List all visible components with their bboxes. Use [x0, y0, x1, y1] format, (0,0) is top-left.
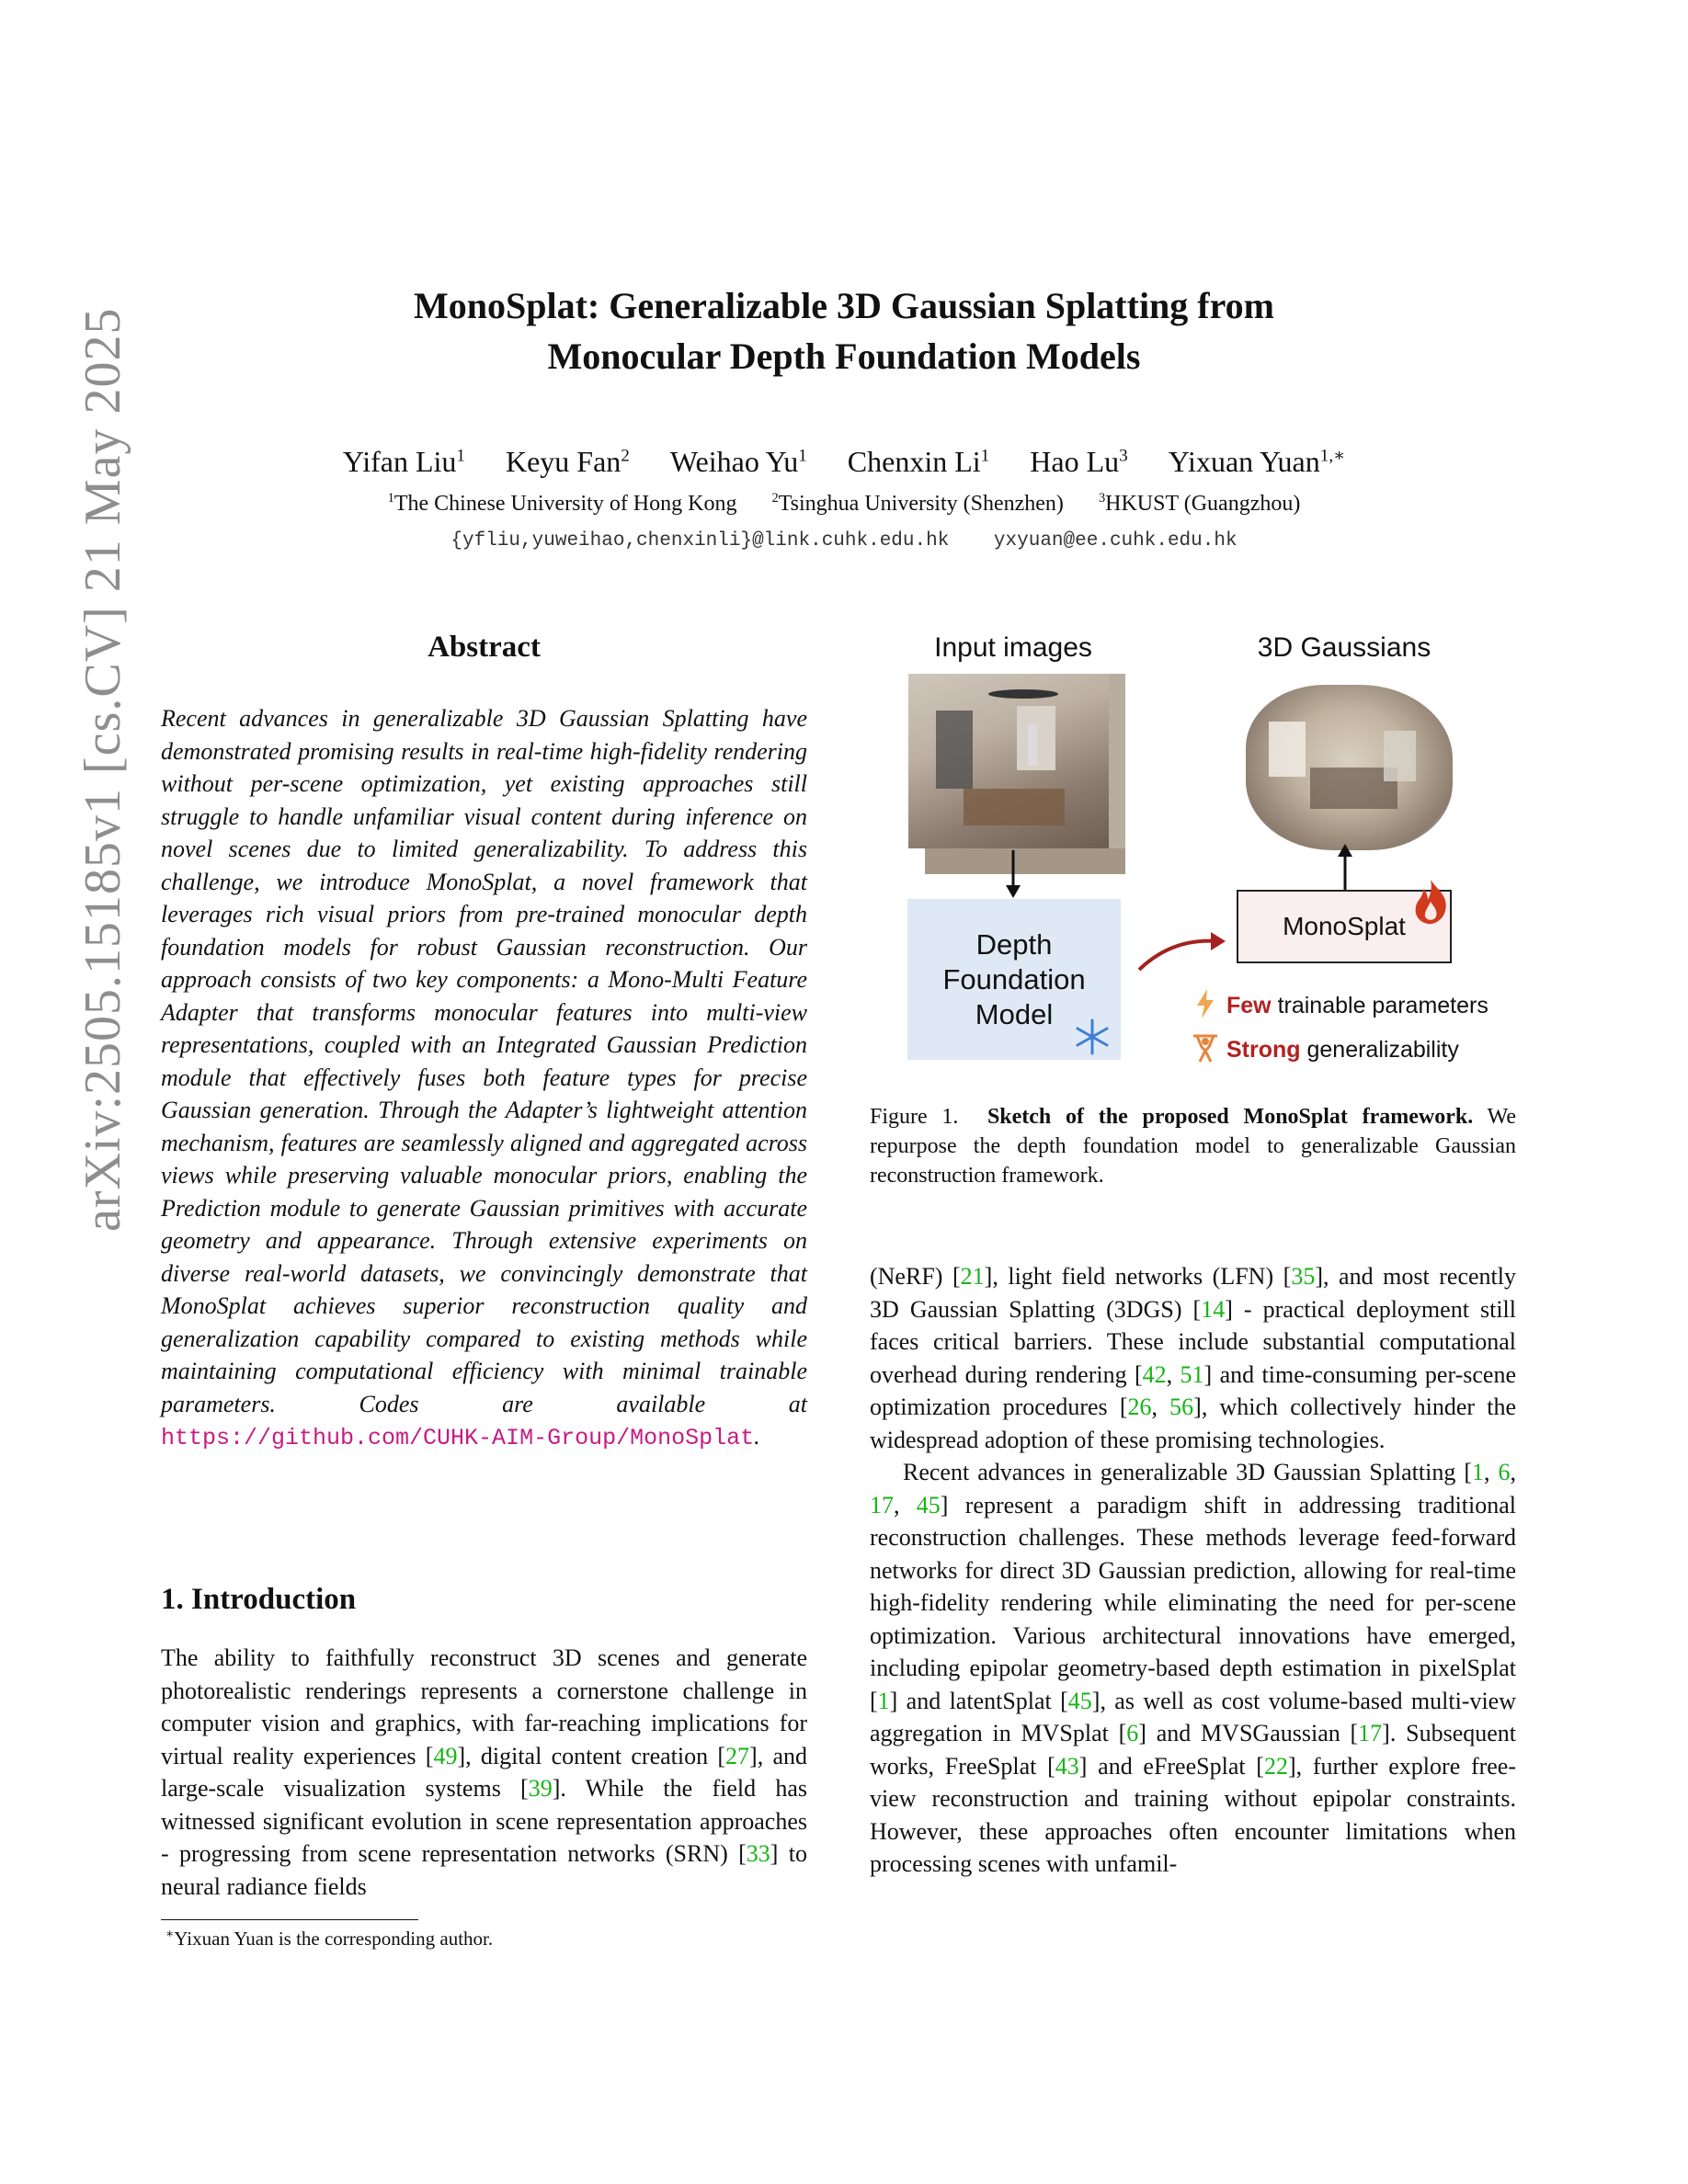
citation-link[interactable]: 45: [1067, 1687, 1092, 1714]
author: [848, 445, 989, 478]
body-text: ,: [1151, 1393, 1170, 1420]
body-paragraph-2: [870, 1456, 1516, 1881]
body-text: Recent advances in generalizable 3D Gaussian Splatting [: [903, 1459, 1472, 1485]
author: [506, 445, 630, 478]
footnote-rule: [161, 1919, 418, 1920]
email-group-1: {yfliu,yuweihao,chenxinli}@link.cuhk.edu.hk: [451, 530, 950, 552]
body-text: ] and time-consuming per-scene optimization procedures [: [870, 1360, 1516, 1420]
affiliation: [1099, 492, 1300, 516]
affiliation-list: [0, 490, 1688, 518]
author-name: Hao Lu: [1030, 445, 1120, 478]
body-text: ,: [1166, 1360, 1180, 1388]
title-line-2: Monocular Depth Foundation Models: [547, 336, 1141, 377]
citation-link[interactable]: 51: [1180, 1360, 1204, 1388]
author-affil-mark: 3: [1119, 446, 1128, 466]
citation-link[interactable]: 49: [433, 1742, 458, 1769]
author-affil-mark: 2: [621, 446, 630, 466]
author-emails: [0, 530, 1688, 552]
caption-text: We repurpose the depth foundation model to generalizable Gaussian reconstruction framework.: [870, 1105, 1516, 1188]
depth-foundation-model-box: Depth Foundation Model: [907, 899, 1121, 1060]
footnote: [165, 1928, 493, 1951]
affiliation: [388, 492, 737, 516]
code-link[interactable]: https://github.com/CUHK-AIM-Group/MonoSplat: [161, 1425, 755, 1451]
down-arrow-icon: [1002, 850, 1024, 898]
footnote-mark: ∗: [165, 1927, 175, 1940]
body-text: ] represent a paradigm shift in addressing traditional reconstruction challenges. These methods leverage feed-forward networks for direct 3D Gaussian prediction, allowing for real-time high-fidelity rendering while eliminating the need for per-scene optimization. Various architectural innovations have emerged, including epipolar geometry-based depth estimation in pixelSplat [: [870, 1491, 1516, 1714]
body-text: ,: [1483, 1459, 1499, 1485]
body-text: ], and large-scale visualization systems [: [161, 1742, 807, 1802]
author-affil-mark: 1: [980, 446, 990, 466]
body-text: ,: [894, 1491, 917, 1519]
weightlifter-icon: [1192, 1032, 1219, 1064]
abstract-heading: Abstract: [428, 631, 541, 664]
author-name: Weihao Yu: [669, 445, 799, 478]
abstract-end: .: [754, 1423, 760, 1450]
legend-emphasis: Strong: [1226, 1037, 1301, 1063]
caption-title: Sketch of the proposed MonoSplat framework.: [987, 1105, 1474, 1129]
citation-link[interactable]: 39: [528, 1775, 553, 1802]
citation-link[interactable]: 35: [1291, 1263, 1316, 1290]
lightning-icon: [1195, 989, 1215, 1018]
body-text: ], and most recently 3D Gaussian Splatting (3DGS) [: [870, 1263, 1516, 1323]
abstract-body: [161, 702, 807, 1455]
body-text: ], digital content creation [: [457, 1742, 726, 1769]
flame-icon: [1410, 878, 1451, 926]
footnote-text: Yixuan Yuan is the corresponding author.: [174, 1928, 494, 1950]
body-text: The ability to faithfully reconstruct 3D scenes and generate photorealistic renderings represents a cornerstone challenge in computer vision and graphics, with far-reaching implications for virtual reality experiences [: [161, 1644, 807, 1769]
affil-name: HKUST (Guangzhou): [1105, 492, 1301, 516]
legend-row-trainable: [1195, 989, 1488, 1019]
citation-link[interactable]: 1: [877, 1687, 890, 1714]
citation-link[interactable]: 17: [870, 1491, 894, 1519]
legend-emphasis: Few: [1226, 993, 1272, 1018]
figure-caption: [870, 1102, 1516, 1190]
citation-link[interactable]: 14: [1201, 1295, 1226, 1323]
body-text: ] to neural radiance fields: [161, 1840, 808, 1900]
citation-link[interactable]: 27: [725, 1742, 750, 1769]
citation-link[interactable]: 45: [916, 1491, 941, 1519]
input-room-image: [908, 674, 1109, 848]
room-sketch-output: [1246, 685, 1453, 850]
citation-link[interactable]: 6: [1498, 1459, 1511, 1485]
author-affil-mark: 1: [798, 446, 807, 466]
monosplat-box: MonoSplat: [1237, 890, 1452, 963]
author: [343, 445, 465, 478]
citation-link[interactable]: 43: [1055, 1752, 1079, 1780]
legend-text: trainable parameters: [1271, 993, 1488, 1018]
body-text: ], as well as cost volume-based multi-view aggregation in MVSplat [: [870, 1687, 1516, 1746]
body-text: ] and eFreeSplat [: [1078, 1752, 1264, 1780]
intro-paragraph: [161, 1642, 807, 1903]
caption-prefix: Figure 1.: [870, 1105, 959, 1129]
abstract-text: Recent advances in generalizable 3D Gaussian Splatting have demonstrated promising results in real-time high-fidelity rendering without per-scene optimization, yet existing approaches still struggle to handle unfamiliar visual content during inference on novel scenes due to limited generalizability. To address this challenge, we introduce MonoSplat, a novel framework that leverages rich visual priors from pre-trained monocular depth foundation models for robust Gaussian reconstruction. Our approach consists of two key components: a Mono-Multi Feature Adapter that transforms monocular features into multi-view representations, coupled with an Integrated Gaussian Prediction module that effectively fuses both feature types for precise Gaussian generation. Through the Adapter’s lightweight attention mechanism, features are seamlessly aligned and aggregated across views while preserving valuable monocular priors, enabling the Prediction module to generate Gaussian primitives with accurate geometry and appearance. Through extensive experiments on diverse real-world datasets, we convincingly demonstrate that MonoSplat achieves superior reconstruction quality and generalization capability compared to existing methods while maintaining computational efficiency with minimal trainable parameters. Codes are available at: [161, 705, 807, 1417]
citation-link[interactable]: 1: [1471, 1459, 1484, 1485]
title-line-1: MonoSplat: Generalizable 3D Gaussian Splatting from: [414, 285, 1274, 326]
author-name: Yixuan Yuan: [1168, 445, 1320, 478]
citation-link[interactable]: 6: [1126, 1720, 1139, 1746]
affil-mark: 2: [771, 491, 779, 506]
body-text: ]. While the field has witnessed significant evolution in scene representation approaches - progressing from scene representation networks (SRN) [: [161, 1775, 807, 1867]
body-text: ], further explore free-view reconstruction and training without epipolar constraints. However, these approaches often encounter limitations when processing scenes with unfamil-: [870, 1752, 1516, 1877]
room-sketch-input: [908, 674, 1109, 848]
legend-row-generalizability: [1192, 1032, 1459, 1064]
citation-link[interactable]: 22: [1263, 1752, 1288, 1780]
author-name: Keyu Fan: [505, 445, 622, 478]
snowflake-icon: [1074, 1018, 1111, 1055]
body-text: ,: [1510, 1459, 1516, 1485]
citation-link[interactable]: 17: [1358, 1720, 1383, 1746]
arxiv-identifier-stamp: arXiv:2505.15185v1 [cs.CV] 21 May 2025: [74, 307, 131, 1232]
body-text: (NeRF) [: [870, 1263, 961, 1290]
author: [1169, 445, 1345, 478]
email-group-2: yxyuan@ee.cuhk.edu.hk: [993, 530, 1237, 552]
affil-name: The Chinese University of Hong Kong: [393, 492, 737, 516]
right-column-body: [870, 1260, 1516, 1881]
citation-link[interactable]: 33: [746, 1840, 770, 1867]
body-text: ] - practical deployment still faces critical barriers. These include substantial computational overhead during rendering [: [870, 1295, 1516, 1388]
author-affil-mark: 1,∗: [1319, 446, 1346, 466]
figure-label-input: Input images: [934, 632, 1092, 663]
author: [670, 445, 807, 478]
section-heading-introduction: 1. Introduction: [161, 1583, 357, 1616]
affiliation: [771, 492, 1063, 516]
affil-name: Tsinghua University (Shenzhen): [778, 492, 1064, 516]
figure-label-output: 3D Gaussians: [1257, 632, 1431, 663]
affil-mark: 3: [1098, 491, 1106, 506]
paper-title: [0, 280, 1688, 381]
body-text: ]. Subsequent works, FreeSplat [: [870, 1720, 1516, 1780]
author-list: [0, 443, 1688, 480]
curved-arrow-icon: [1135, 928, 1227, 974]
citation-link[interactable]: 21: [960, 1263, 985, 1290]
citation-link[interactable]: 26: [1127, 1393, 1152, 1420]
up-arrow-icon: [1334, 844, 1356, 892]
body-text: ], which collectively hinder the widespread adoption of these promising technologies.: [870, 1393, 1516, 1453]
legend-text: generalizability: [1300, 1037, 1459, 1063]
citation-link[interactable]: 42: [1142, 1360, 1167, 1388]
body-text: ] and MVSGaussian [: [1138, 1720, 1359, 1746]
author-affil-mark: 1: [456, 446, 465, 466]
body-text: ], light field networks (LFN) [: [984, 1263, 1292, 1290]
author: [1030, 445, 1127, 478]
output-gaussian-render: [1246, 685, 1453, 850]
author-name: Yifan Liu: [342, 445, 457, 478]
citation-link[interactable]: 56: [1169, 1393, 1194, 1420]
body-paragraph-1: [870, 1260, 1516, 1456]
affil-mark: 1: [387, 491, 394, 506]
body-text: ] and latentSplat [: [889, 1687, 1068, 1714]
author-name: Chenxin Li: [847, 445, 981, 478]
